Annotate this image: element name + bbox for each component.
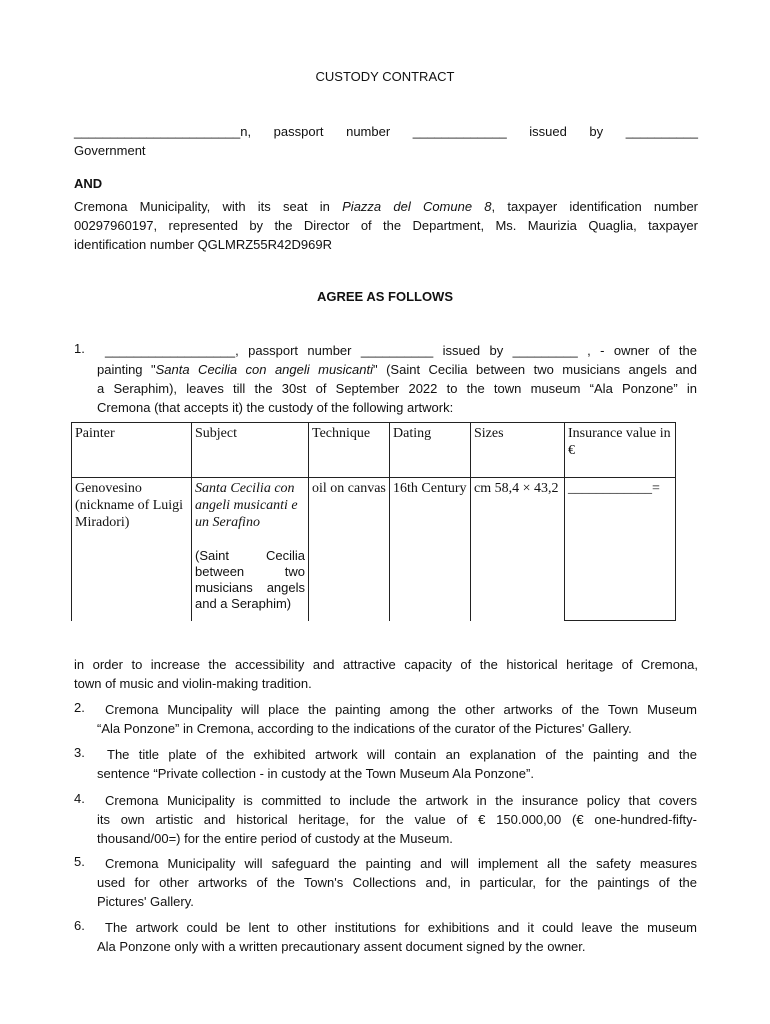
clause-6 [97, 918, 697, 956]
clause-6-line-2: Ala Ponzone only with a written precautionary assent document signed by the owner. [97, 939, 586, 954]
clause-2-number: 2. [74, 700, 85, 715]
clause-1 [97, 341, 697, 417]
clause-4-line-1: Cremona Municipality is committed to include the artwork in the insurance policy that covers [105, 793, 697, 808]
cell-dating: 16th Century [390, 478, 471, 621]
header-sizes: Sizes [471, 423, 565, 478]
clause-3-line-1: The title plate of the exhibited artwork will contain an explanation of the painting and the [107, 747, 697, 762]
and-heading: AND [74, 176, 103, 191]
party-two-line-3: identification number QGLMRZ55R42D969R [74, 237, 332, 252]
header-insurance: Insurance value in € [565, 423, 676, 478]
clause-6-number: 6. [74, 918, 85, 933]
clause-1-line-3: a Seraphim), leaves till the 30st of September 2022 to the town museum “Ala Ponzone” in [97, 381, 697, 396]
document-title: CUSTODY CONTRACT [315, 69, 455, 84]
clause-4 [97, 791, 697, 848]
clause-1-line-4: Cremona (that accepts it) the custody of the following artwork: [97, 400, 454, 415]
header-painter: Painter [72, 423, 192, 478]
agree-heading: AGREE AS FOLLOWS [316, 289, 454, 304]
clause-3-line-2: sentence “Private collection - in custody at the Town Museum Ala Ponzone”. [97, 766, 534, 781]
cell-technique: oil on canvas [309, 478, 390, 621]
clause-4-line-2: its own artistic and historical heritage, for the value of € 150.000,00 (€ one-hundred-fifty- [97, 812, 697, 827]
header-subject: Subject [192, 423, 309, 478]
party-one-line-2: Government [74, 143, 146, 158]
party-two [74, 197, 698, 254]
clause-4-number: 4. [74, 791, 85, 806]
clause-1-line-1: __________________, passport number __________ issued by _________ , - owner of the [105, 343, 697, 358]
after-table-text [74, 655, 698, 693]
clause-1-number: 1. [74, 341, 85, 356]
clause-1-line-2: painting "Santa Cecilia con angeli musicanti" (Saint Cecilia between two musicians angels and [97, 362, 698, 377]
clause-2-line-1: Cremona Muncipality will place the painting among the other artworks of the Town Museum [105, 702, 697, 717]
party-one-line-1: _______________________n, passport number _____________ issued by __________ [74, 124, 698, 139]
clause-3-number: 3. [74, 745, 85, 760]
cell-sizes: cm 58,4 × 43,2 [471, 478, 565, 621]
subject-italian: Santa Cecilia con angeli musicanti e un Serafino [195, 481, 298, 530]
clause-2 [97, 700, 697, 738]
cell-subject [192, 478, 309, 621]
after-table-line-2: town of music and violin-making tradition. [74, 676, 312, 691]
after-table-line-1: in order to increase the accessibility and attractive capacity of the historical heritage of Cremona, [74, 657, 698, 672]
clause-2-line-2: “Ala Ponzone” in Cremona, according to the indications of the curator of the Pictures' Gallery. [97, 721, 632, 736]
party-one [74, 122, 698, 160]
clause-4-line-3: thousand/00=) for the entire period of custody at the Museum. [97, 831, 453, 846]
artwork-table [71, 422, 676, 621]
subject-english: (Saint Cecilia between two musicians angels and a Seraphim) [195, 548, 305, 611]
table-row [72, 478, 676, 621]
party-two-line-2: 00297960197, represented by the Director of the Department, Ms. Maurizia Quaglia, taxpayer [74, 218, 698, 233]
party-two-line-1: Cremona Municipality, with its seat in Piazza del Comune 8, taxpayer identification number [74, 199, 698, 214]
clause-5-number: 5. [74, 854, 85, 869]
clause-6-line-1: The artwork could be lent to other institutions for exhibitions and it could leave the museum [105, 920, 697, 935]
clause-5 [97, 854, 697, 911]
header-dating: Dating [390, 423, 471, 478]
clause-5-line-3: Pictures' Gallery. [97, 894, 194, 909]
cell-insurance: ____________= [565, 478, 676, 621]
clause-5-line-2: used for other artworks of the Town's Collections and, in particular, for the paintings of the [97, 875, 697, 890]
table-header-row [72, 423, 676, 478]
clause-5-line-1: Cremona Municipality will safeguard the painting and will implement all the safety measures [105, 856, 697, 871]
header-technique: Technique [309, 423, 390, 478]
cell-painter: Genovesino (nickname of Luigi Miradori) [72, 478, 192, 621]
clause-3 [97, 745, 697, 783]
